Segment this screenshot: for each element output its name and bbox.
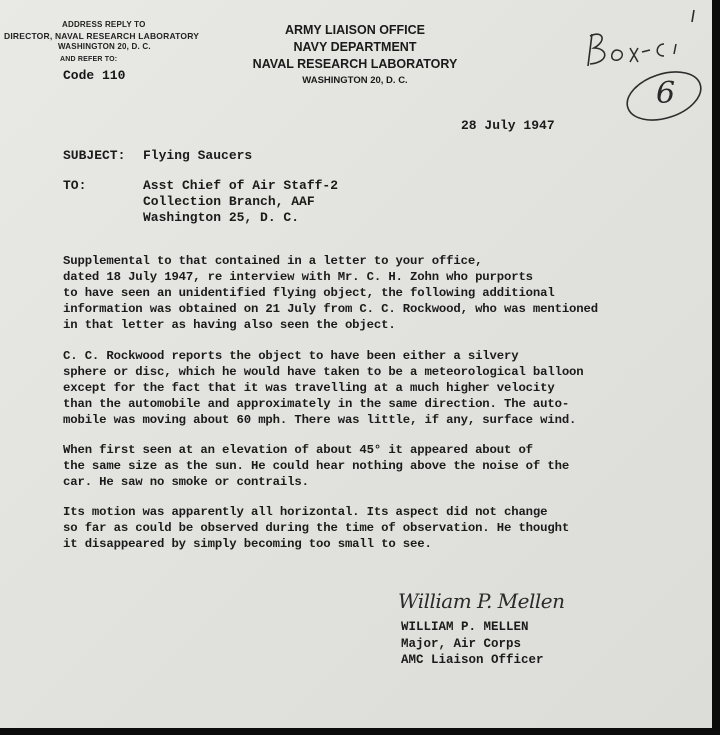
body-line: sphere or disc, which he would have taken to be a meteorological balloon: [63, 365, 584, 379]
signer-rank: Major, Air Corps: [401, 637, 522, 651]
laboratory-title: NAVAL RESEARCH LABORATORY: [252, 57, 458, 71]
washington-line-center: WASHINGTON 20, D. C.: [302, 75, 408, 86]
body-line: Supplemental to that contained in a letter to your office,: [63, 254, 483, 268]
body-line: Its motion was apparently all horizontal. Its aspect did not change: [63, 505, 548, 519]
signer-title: AMC Liaison Officer: [401, 653, 544, 667]
body-line: car. He saw no smoke or contrails.: [63, 475, 309, 489]
handwritten-annotation-marks: [580, 4, 712, 124]
body-line: dated 18 July 1947, re interview with Mr. C. H. Zohn who purports: [63, 270, 533, 284]
to-line: Collection Branch, AAF: [143, 194, 315, 209]
department-title: NAVY DEPARTMENT: [293, 40, 417, 54]
address-reply-to: ADDRESS REPLY TO: [62, 20, 146, 29]
refer-to-label: AND REFER TO:: [60, 56, 118, 63]
body-line: the same size as the sun. He could hear nothing above the noise of the: [63, 459, 570, 473]
body-line: When first seen at an elevation of about 45° it appeared about of: [63, 443, 533, 457]
body-line: information was obtained on 21 July from C. C. Rockwood, who was mentioned: [63, 302, 598, 316]
to-line: Washington 25, D. C.: [143, 210, 300, 225]
body-line: so far as could be observed during the time of observation. He thought: [63, 521, 570, 535]
body-line: mobile was moving about 60 mph. There was little, if any, surface wind.: [63, 413, 577, 427]
body-line: than the automobile and approximately in the same direction. The auto-: [63, 397, 570, 411]
body-line: to have seen an unidentified flying object, the following additional: [63, 286, 555, 300]
signer-name: WILLIAM P. MELLEN: [401, 620, 529, 634]
office-title: ARMY LIAISON OFFICE: [284, 23, 426, 37]
body-line: in that letter as having also seen the object.: [63, 318, 396, 332]
washington-line-left: WASHINGTON 20, D. C.: [58, 42, 151, 51]
body-line: it disappeared by simply becoming too small to see.: [63, 537, 432, 551]
handwritten-number: 6: [656, 76, 676, 111]
letter-date: 28 July 1947: [461, 118, 555, 133]
to-label: TO:: [63, 178, 87, 193]
to-line: Asst Chief of Air Staff-2: [143, 178, 339, 193]
subject-label: SUBJECT:: [63, 148, 126, 163]
body-line: C. C. Rockwood reports the object to have been either a silvery: [63, 349, 519, 363]
director-line: DIRECTOR, NAVAL RESEARCH LABORATORY: [4, 31, 200, 41]
subject-text: Flying Saucers: [143, 148, 253, 163]
reference-code: Code 110: [63, 68, 126, 83]
body-line: except for the fact that it was travelling at a much higher velocity: [63, 381, 555, 395]
handwritten-signature: William P. Mellen: [398, 589, 565, 613]
